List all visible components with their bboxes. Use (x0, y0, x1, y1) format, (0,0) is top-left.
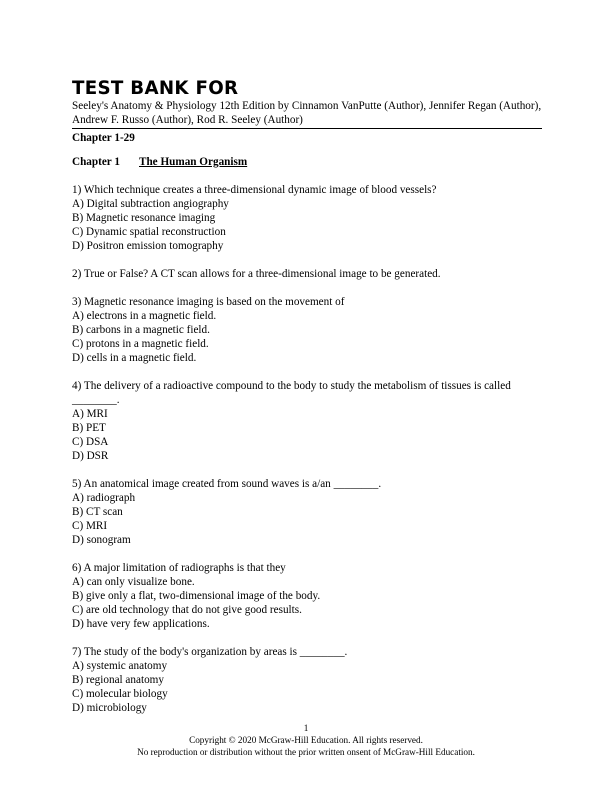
answer-option: A) radiograph (72, 492, 136, 504)
question-item (72, 295, 542, 365)
answer-option: C) protons in a magnetic field. (72, 338, 209, 350)
page-footer (0, 722, 612, 758)
answer-option: B) PET (72, 422, 106, 434)
question-item (72, 645, 542, 715)
answer-option: C) Dynamic spatial reconstruction (72, 226, 226, 238)
question-text: 7) The study of the body's organization by areas is ________. (72, 646, 348, 658)
chapter-title-text: The Human Organism (139, 156, 248, 168)
page-number: 1 (303, 723, 309, 733)
brand-title: TEST BANK FOR (72, 77, 239, 99)
answer-option: D) DSR (72, 450, 109, 462)
question-list (72, 183, 542, 715)
answer-option: A) can only visualize bone. (72, 576, 195, 588)
answer-option: B) CT scan (72, 506, 123, 518)
question-text: 3) Magnetic resonance imaging is based on the movement of (72, 296, 345, 308)
document-body (72, 155, 542, 729)
question-text: 5) An anatomical image created from sound waves is a/an ________. (72, 478, 382, 490)
answer-option: C) MRI (72, 520, 108, 532)
question-item (72, 183, 542, 253)
question-item (72, 379, 542, 463)
answer-option: C) DSA (72, 436, 109, 448)
answer-option: D) sonogram (72, 534, 131, 546)
answer-option: B) Magnetic resonance imaging (72, 212, 216, 224)
question-item (72, 477, 542, 547)
answer-option: C) are old technology that do not give good results. (72, 604, 302, 616)
header-rule (72, 128, 542, 129)
answer-option: A) electrons in a magnetic field. (72, 310, 217, 322)
question-text: 2) True or False? A CT scan allows for a three-dimensional image to be generated. (72, 268, 441, 280)
question-item (72, 561, 542, 631)
copyright-line: Copyright © 2020 McGraw-Hill Education. All rights reserved. (189, 735, 423, 745)
chapter-number: Chapter 1 (72, 156, 120, 168)
answer-option: B) carbons in a magnetic field. (72, 324, 210, 336)
chapter-range: Chapter 1-29 (72, 132, 135, 144)
chapter-heading (72, 155, 542, 169)
answer-option: C) molecular biology (72, 688, 168, 700)
answer-option: D) microbiology (72, 702, 147, 714)
question-text: 1) Which technique creates a three-dimensional dynamic image of blood vessels? (72, 184, 437, 196)
document-header (72, 78, 542, 145)
answer-option: A) MRI (72, 408, 108, 420)
answer-option: B) give only a flat, two-dimensional image of the body. (72, 590, 321, 602)
answer-option: D) have very few applications. (72, 618, 210, 630)
book-subtitle: Seeley's Anatomy & Physiology 12th Edition by Cinnamon VanPutte (Author), Jennifer Regan (Author), Andrew F. Russo (Author), Rod R. Seeley (Author) (72, 100, 542, 126)
answer-option: D) Positron emission tomography (72, 240, 224, 252)
answer-option: D) cells in a magnetic field. (72, 352, 197, 364)
answer-option: B) regional anatomy (72, 674, 164, 686)
reproduction-notice: No reproduction or distribution without the prior written onsent of McGraw-Hill Education. (137, 747, 475, 757)
answer-option: A) systemic anatomy (72, 660, 168, 672)
question-text: 6) A major limitation of radiographs is that they (72, 562, 286, 574)
question-item (72, 267, 542, 281)
answer-option: A) Digital subtraction angiography (72, 198, 229, 210)
question-text: 4) The delivery of a radioactive compound to the body to study the metabolism of tissues is called ________. (72, 380, 511, 406)
